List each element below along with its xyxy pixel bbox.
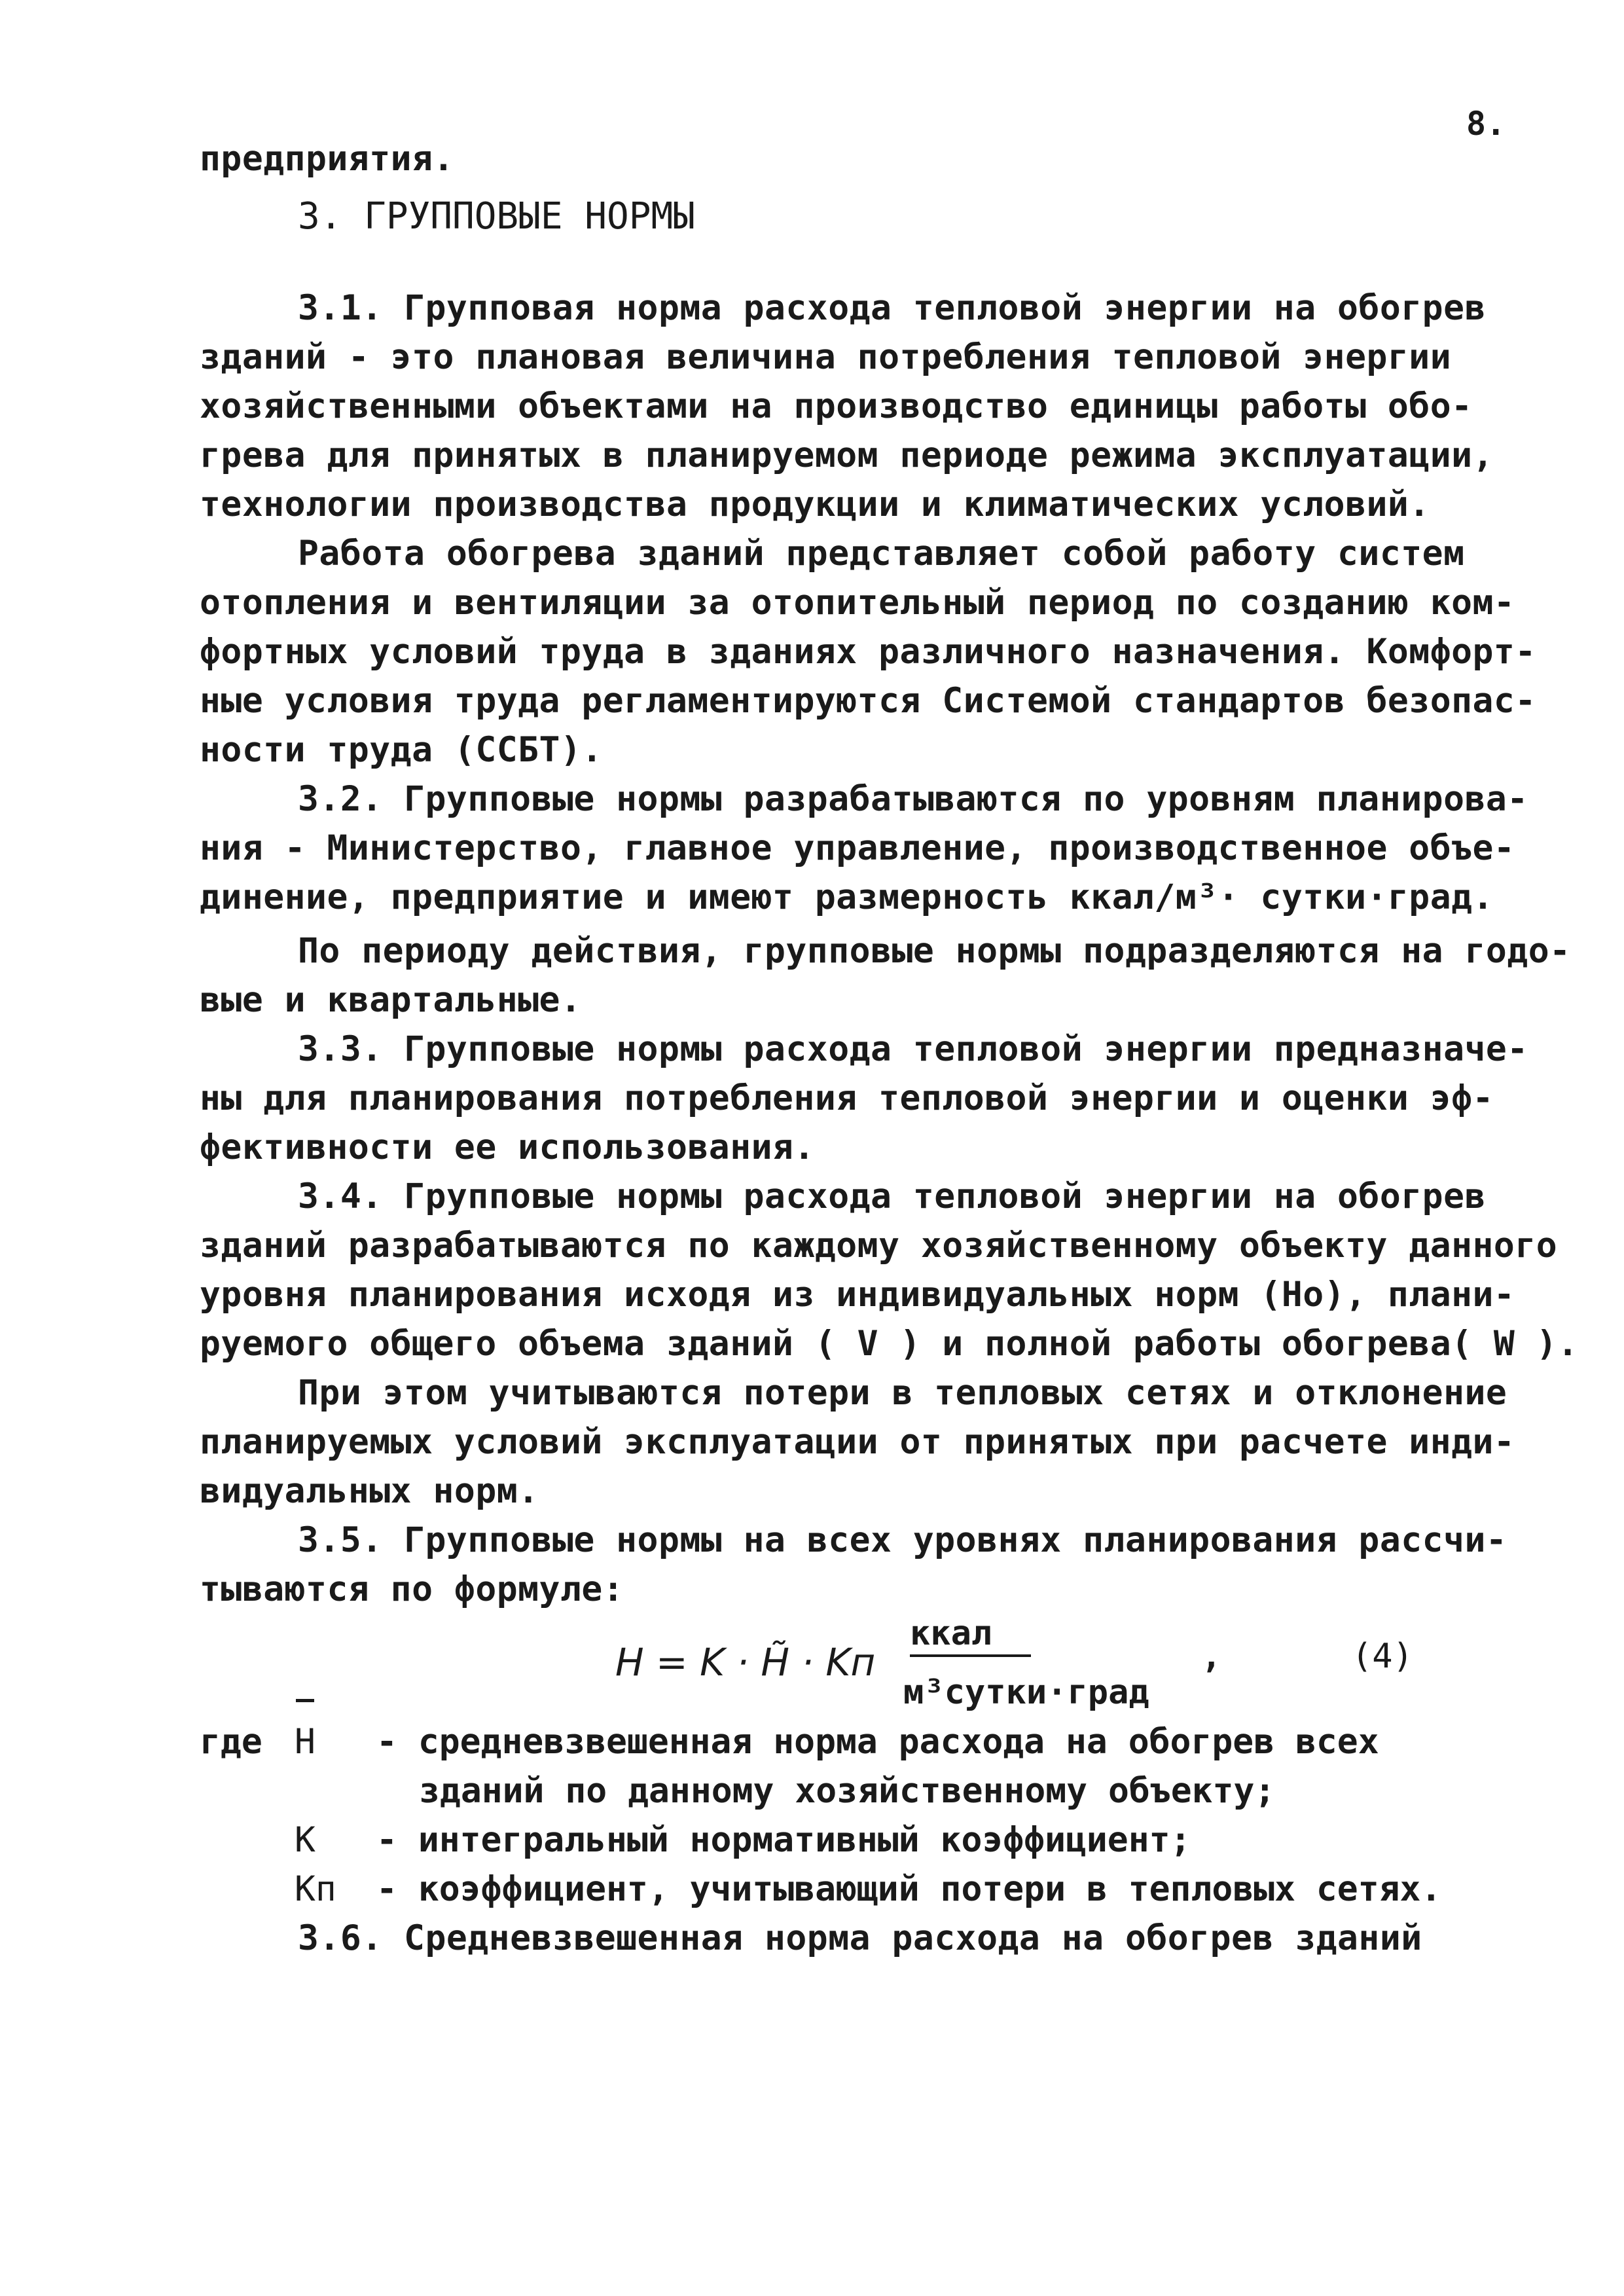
- text-line: предприятия.: [200, 139, 454, 179]
- formula-comma: ,: [1201, 1637, 1222, 1676]
- formula-unit-denominator: м³сутки·град: [903, 1673, 1149, 1712]
- text-line: При этом учитываются потери в тепловых сетях и отклонение: [298, 1373, 1507, 1413]
- text-line: динение, предприятие и имеют размерность ккал/м³· сутки·град.: [200, 877, 1494, 917]
- text-line: фортных условий труда в зданиях различного назначения. Комфорт-: [200, 632, 1536, 672]
- text-line: По периоду действия, групповые нормы подразделяются на годо-: [298, 931, 1571, 971]
- definition-symbol: H: [295, 1722, 316, 1762]
- equation-number: (4): [1352, 1637, 1413, 1676]
- text-line: зданий - это плановая величина потребления тепловой энергии: [200, 337, 1452, 377]
- where-label: где: [200, 1722, 262, 1762]
- text-line: отопления и вентиляции за отопительный период по созданию ком-: [200, 583, 1515, 623]
- text-line: планируемых условий эксплуатации от принятых при расчете инди-: [200, 1422, 1515, 1462]
- text-line: 3.4. Групповые нормы расхода тепловой энергии на обогрев: [298, 1176, 1486, 1216]
- definition-text: - коэффициент, учитывающий потери в тепловых сетях.: [376, 1869, 1442, 1909]
- definition-text: - средневзвешенная норма расхода на обогрев всех: [376, 1722, 1379, 1762]
- text-line: фективности ее использования.: [200, 1127, 815, 1167]
- text-line: грева для принятых в планируемом периоде режима эксплуатации,: [200, 435, 1494, 475]
- formula-expression: H = K · H̃ · Kп: [615, 1640, 876, 1685]
- definition-text: - интегральный нормативный коэффициент;: [376, 1820, 1191, 1860]
- text-line: 3.1. Групповая норма расхода тепловой энергии на обогрев: [298, 288, 1486, 328]
- overline-mark: [296, 1699, 314, 1702]
- text-line: тываются по формуле:: [200, 1569, 624, 1609]
- text-line: ны для планирования потребления тепловой энергии и оценки эф-: [200, 1078, 1494, 1118]
- text-line: 3.2. Групповые нормы разрабатываются по уровням планирова-: [298, 779, 1528, 819]
- definition-symbol: К: [295, 1820, 316, 1860]
- section-heading: 3. ГРУППОВЫЕ НОРМЫ: [298, 195, 695, 238]
- formula-unit-numerator: ккал: [910, 1614, 1031, 1657]
- text-line: 3.3. Групповые нормы расхода тепловой энергии предназначе-: [298, 1029, 1528, 1069]
- definition-symbol: Кп: [295, 1869, 336, 1909]
- text-line: хозяйственными объектами на производство единицы работы обо-: [200, 386, 1473, 426]
- text-line: технологии производства продукции и климатических условий.: [200, 484, 1430, 524]
- text-line: 3.5. Групповые нормы на всех уровнях планирования рассчи-: [298, 1520, 1507, 1560]
- definition-text: зданий по данному хозяйственному объекту;: [419, 1771, 1276, 1811]
- text-line: зданий разрабатываются по каждому хозяйственному объекту данного: [200, 1226, 1558, 1266]
- page-number: 8.: [1466, 105, 1506, 143]
- text-line: уровня планирования исходя из индивидуальных норм (Но), плани-: [200, 1275, 1515, 1315]
- text-line: руемого общего объема зданий ( V ) и полной работы обогрева( W ).: [200, 1324, 1579, 1364]
- text-line: Работа обогрева зданий представляет собой работу систем: [298, 534, 1465, 574]
- text-line: видуальных норм.: [200, 1471, 539, 1511]
- text-line: вые и квартальные.: [200, 980, 582, 1020]
- text-line: ния - Министерство, главное управление, производственное объе-: [200, 828, 1515, 868]
- text-line: ные условия труда регламентируются Системой стандартов безопас-: [200, 681, 1536, 721]
- text-line: 3.6. Средневзвешенная норма расхода на обогрев зданий: [298, 1918, 1422, 1958]
- text-line: ности труда (ССБТ).: [200, 730, 603, 770]
